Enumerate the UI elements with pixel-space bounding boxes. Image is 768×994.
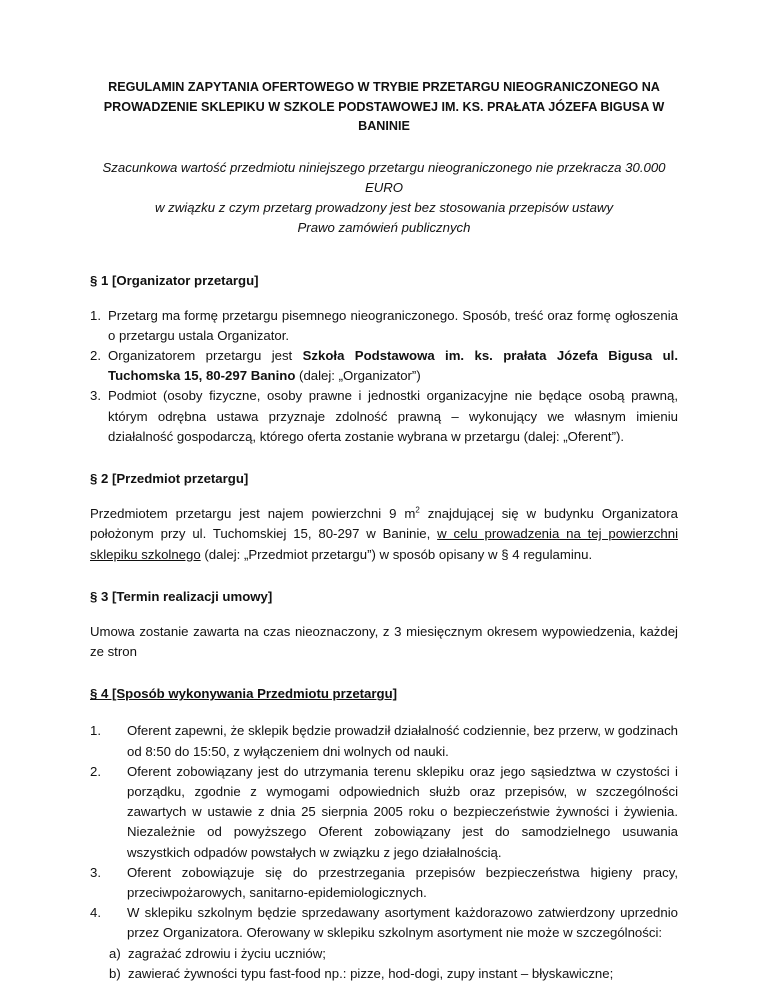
intro-line-3: Prawo zamówień publicznych [297, 219, 471, 235]
list-item: 3. Oferent zobowiązuje się do przestrzegania przepisów bezpieczeństwa higieny pracy, przeciwpożarowych, sanitarno-epidemiologicznych. [90, 864, 678, 901]
title-line-1: REGULAMIN ZAPYTANIA OFERTOWEGO W TRYBIE PRZETARGU NIEOGRANICZONEGO NA [108, 80, 660, 94]
sublist-item: b) zawierać żywności typu fast-food np.: pizze, hod-dogi, zupy instant – błyskawiczne; [109, 965, 614, 981]
list-item: 2. Oferent zobowiązany jest do utrzymania terenu sklepiku oraz jego sąsiedztwa w czystości i porządku, zgodnie z wymogami odpowiednich służb oraz przepisów, w szczególności zawartych w ustawie z dnia 25 sierpnia 2005 roku o bezpieczeństwie żywności i żywienia. Niezależnie od powyższego Oferent zobowiązany jest do samodzielnego usuwania wszystkich odpadów powstałych w związku z jego działalnością. [90, 763, 678, 860]
sublist-item: a) zagrażać zdrowiu i życiu uczniów; [109, 945, 326, 961]
list-item: 1. Oferent zapewni, że sklepik będzie prowadził działalność codziennie, bez przerw, w godzinach od 8:50 do 15:50, z wyłączeniem dni wolnych od nauki. [90, 723, 678, 759]
section-2-text: Przedmiotem przetargu jest najem powierzchni 9 $m^2$ znajdującej się w budynku Organizatora położonym przy ul. Tuchomskiej 15, 80-297 w Baninie, w celu prowadzenia na tej powierzchni sklepiku szkolnego (dalej: „Przedmiot przetargu”) w sposób opisany w § 4 regulaminu. [90, 505, 678, 562]
list-item: 2. Organizatorem przetargu jest Szkoła Podstawowa im. ks. prałata Józefa Bigusa ul. Tuchomska 15, 80-297 Banino (dalej: „Organizator”) [90, 347, 679, 384]
intro-line-1: Szacunkowa wartość przedmiotu niniejszego przetargu nieograniczonego nie przekracza 30.000 EURO [102, 159, 666, 195]
organizer-name: Szkoła Podstawowa im. ks. prałata Józefa Bigusa ul. Tuchomska 15, 80-297 Banino [108, 347, 679, 384]
title-line-2: PROWADZENIE SKLEPIKU W SZKOLE PODSTAWOWEJ IM. KS. PRAŁATA JÓZEFA BIGUSA W BANINIE [103, 99, 665, 133]
section-4-list [90, 721, 678, 984]
list-item: 4. W sklepiku szkolnym będzie sprzedawany asortyment każdorazowo zatwierdzony uprzednio przez Organizatora. Oferowany w sklepiku szkolnym asortyment nie może w szczególności: a) zagrażać zdrowiu i życiu uczniów; b) zawierać żywności typu fast-food np.: pizze, hod-dogi, zupy instant – błyskawiczne; [90, 903, 678, 984]
list-item: 3. Podmiot (osoby fizyczne, osoby prawne i jednostki organizacyjne nie będące osobą prawną, którym odrębna ustawa przyznaje zdolność prawną – wykonujący we własnym imieniu działalność gospodarczą, którego oferta zostanie wybrana w przetargu (dalej: „Oferent”). [90, 388, 678, 444]
document-title [90, 78, 678, 137]
section-2-heading: § 2 [Przedmiot przetargu] [90, 470, 249, 486]
section-4-sublist [109, 944, 678, 984]
list-item: 1. Przetarg ma formę przetargu pisemnego nieograniczonego. Sposób, treść oraz formę ogłoszenia o przetargu ustala Organizator. [90, 307, 678, 343]
intro-note [90, 158, 678, 238]
section-1-heading: § 1 [Organizator przetargu] [90, 272, 259, 288]
document-page [90, 78, 678, 984]
section-3-text: Umowa zostanie zawarta na czas nieoznaczony, z 3 miesięcznym okresem wypowiedzenia, każdej ze stron [90, 623, 678, 660]
section-3-heading: § 3 [Termin realizacji umowy] [90, 588, 273, 604]
section-4-heading: § 4 [Sposób wykonywania Przedmiotu przetargu] [90, 686, 398, 702]
intro-line-2: w związku z czym przetarg prowadzony jest bez stosowania przepisów ustawy [154, 199, 614, 215]
section-1-list [90, 306, 678, 447]
